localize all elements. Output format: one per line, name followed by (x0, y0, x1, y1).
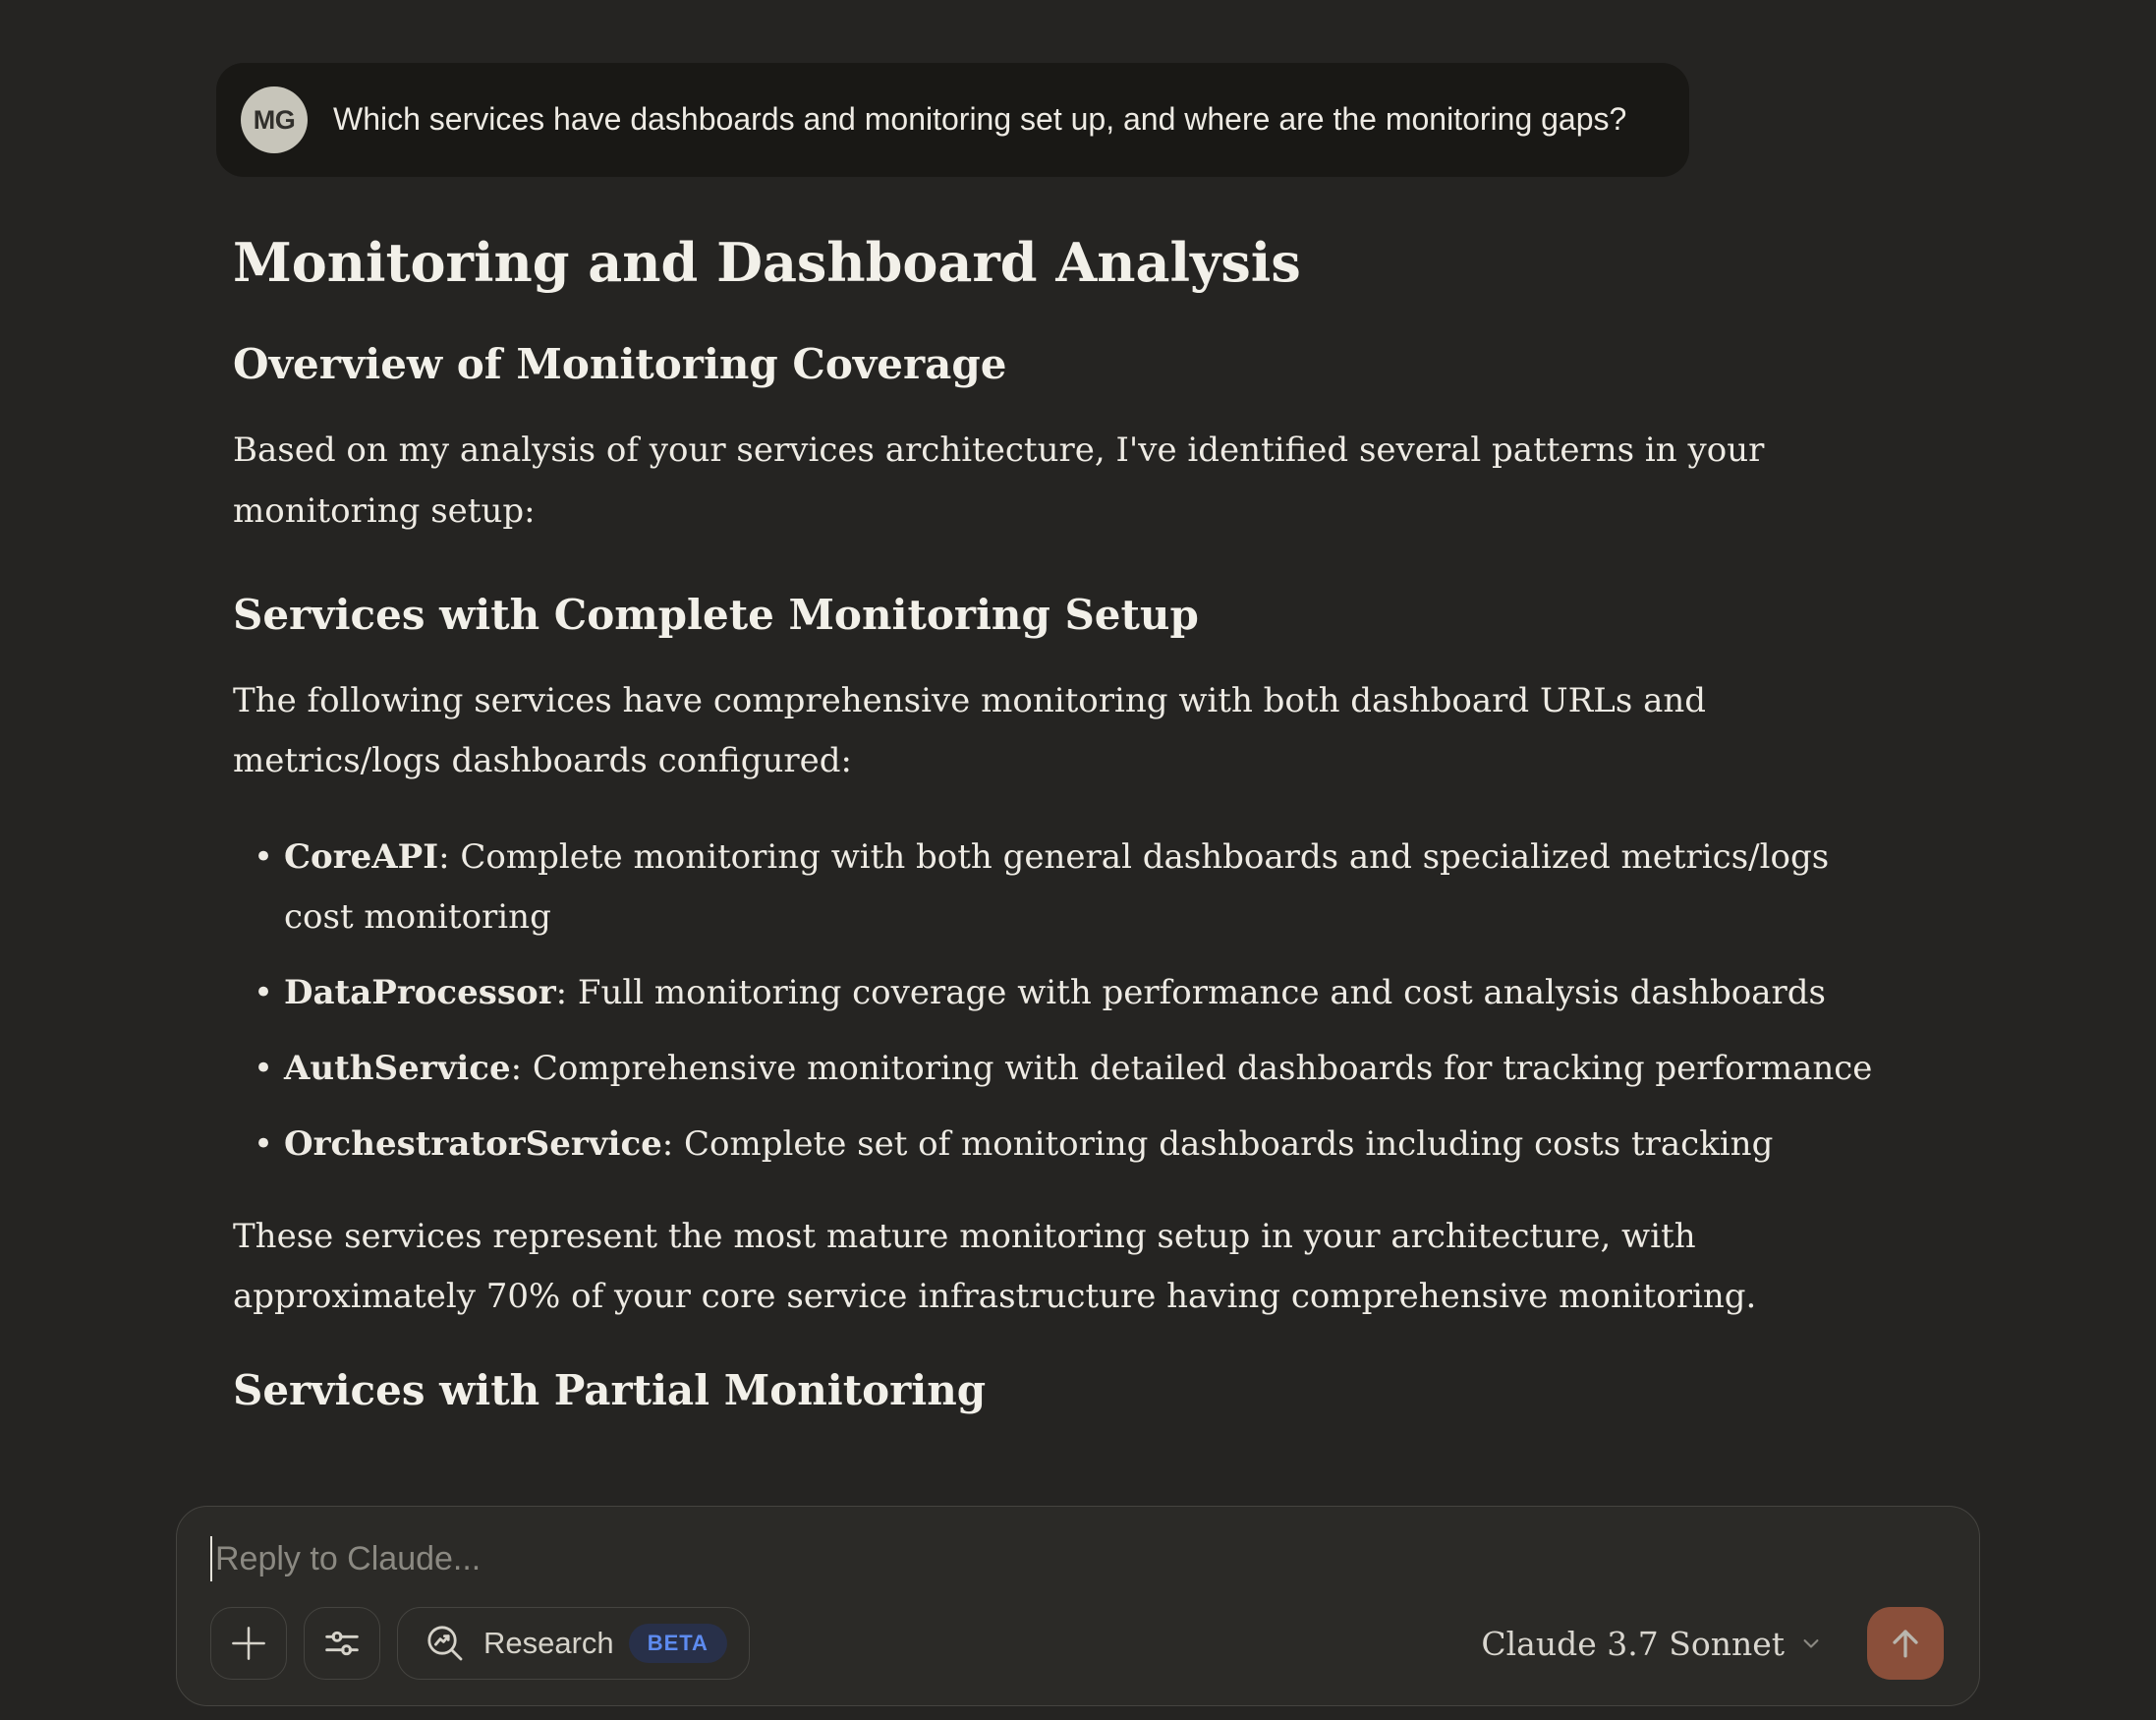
tools-button[interactable] (304, 1607, 380, 1680)
text-caret (210, 1536, 212, 1581)
paragraph-complete-monitoring: The following services have comprehensive monitoring with both dashboard URLs and metrics/logs dashboards configured: (233, 681, 1707, 781)
response-title: Monitoring and Dashboard Analysis (233, 231, 1301, 294)
user-message-bubble (216, 63, 1689, 177)
service-desc: : Comprehensive monitoring with detailed dashboards for tracking performance (510, 1049, 1873, 1089)
user-avatar: MG (241, 86, 308, 153)
research-icon (422, 1620, 469, 1667)
service-list (233, 828, 1903, 1175)
research-label: Research (483, 1626, 614, 1660)
service-desc: : Full monitoring coverage with performance and cost analysis dashboards (555, 973, 1826, 1012)
section-heading-partial-monitoring: Services with Partial Monitoring (233, 1365, 987, 1414)
service-desc: : Complete set of monitoring dashboards including costs tracking (661, 1124, 1774, 1165)
list-item (284, 963, 1903, 1023)
reply-composer (176, 1506, 1980, 1706)
user-message-text: Which services have dashboards and monitoring set up, and where are the monitoring gaps? (333, 101, 1627, 138)
plus-icon (224, 1619, 273, 1668)
reply-placeholder: Reply to Claude... (215, 1539, 482, 1577)
attach-button[interactable] (210, 1607, 287, 1680)
reply-input[interactable] (210, 1536, 1946, 1581)
service-name: DataProcessor (284, 973, 556, 1012)
service-name: CoreAPI (284, 836, 439, 877)
arrow-up-icon (1884, 1622, 1927, 1665)
paragraph-overview: Based on my analysis of your services architecture, I've identified several patterns in your monitoring setup: (233, 430, 1765, 531)
model-selector[interactable] (1481, 1625, 1825, 1663)
section-heading-complete-monitoring: Services with Complete Monitoring Setup (233, 590, 1199, 639)
list-item (284, 1115, 1903, 1175)
chevron-down-icon (1797, 1630, 1825, 1657)
section-heading-overview: Overview of Monitoring Coverage (233, 340, 1007, 389)
sliders-icon (319, 1621, 365, 1666)
service-name: OrchestratorService (284, 1124, 662, 1165)
list-item (284, 1039, 1903, 1099)
conversation (176, 0, 1980, 1415)
service-name: AuthService (284, 1049, 511, 1089)
research-button[interactable] (397, 1607, 750, 1680)
model-label: Claude 3.7 Sonnet (1481, 1624, 1785, 1663)
assistant-response (176, 232, 1960, 1415)
paragraph-summary: These services represent the most mature monitoring setup in your architecture, with approximately 70% of your core service infrastructure having comprehensive monitoring. (233, 1216, 1757, 1316)
service-desc: : Complete monitoring with both general dashboards and specialized metrics/logs cost monitoring (284, 836, 1830, 937)
beta-badge: BETA (629, 1624, 727, 1663)
list-item (284, 828, 1903, 947)
composer-toolbar (210, 1607, 1944, 1680)
send-button[interactable] (1867, 1607, 1944, 1680)
user-message-row (176, 63, 1980, 177)
